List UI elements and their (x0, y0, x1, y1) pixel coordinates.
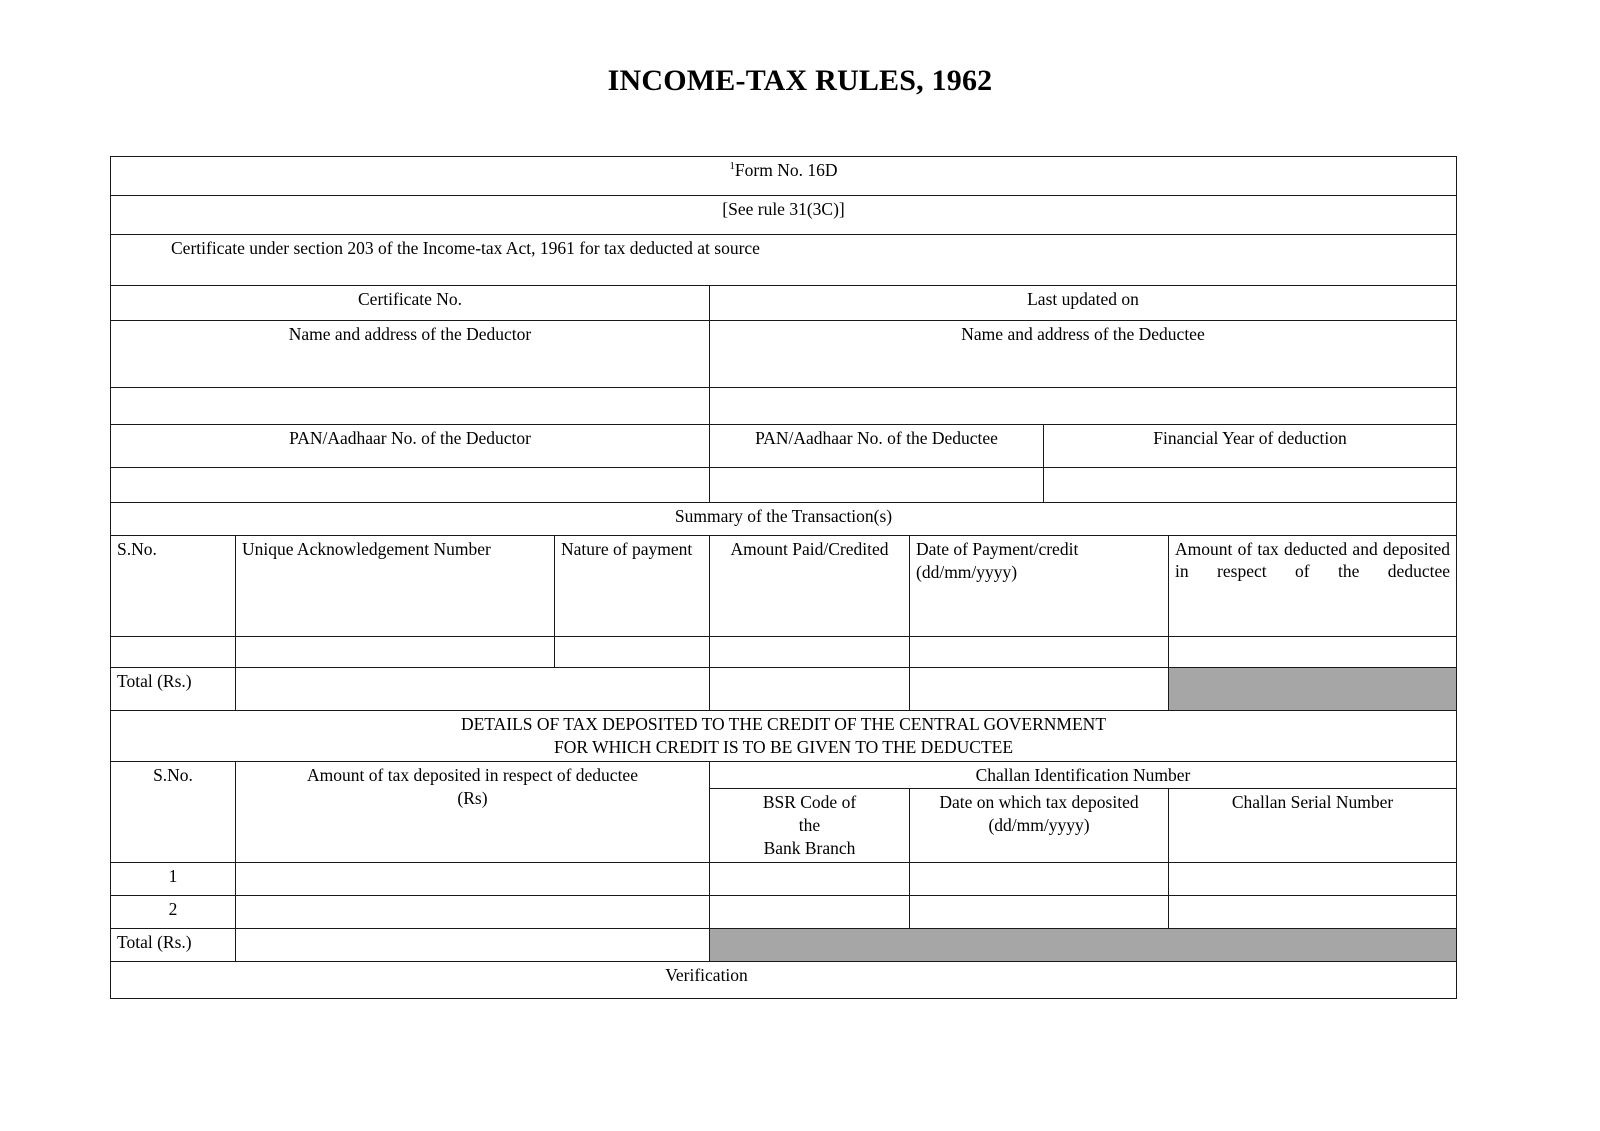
page-title: INCOME-TAX RULES, 1962 (607, 64, 993, 97)
deductee-name-address-value[interactable] (710, 388, 1457, 425)
certificate-statement-cell: Certificate under section 203 of the Income-tax Act, 1961 for tax deducted at source (111, 235, 1457, 286)
summary-col-tax-deducted: Amount of tax deducted and deposited in respect of the deductee (1169, 536, 1457, 637)
summary-col-unique-ack: Unique Acknowledgement Number (236, 536, 555, 637)
deposit-col-amount-line2: (Rs) (457, 787, 488, 808)
deposit-cell-amount[interactable] (236, 862, 710, 895)
form-number-footnote-marker: 1 (729, 160, 735, 173)
last-updated-label: Last updated on (710, 286, 1457, 321)
deposit-cell-date-deposited[interactable] (910, 862, 1169, 895)
summary-total-amount-paid[interactable] (710, 668, 910, 711)
summary-cell-tax-deducted[interactable] (1169, 637, 1457, 668)
deposit-total-row (111, 928, 1457, 961)
summary-cell-sno[interactable] (111, 637, 236, 668)
deductee-pan-label: PAN/Aadhaar No. of the Deductee (710, 425, 1044, 468)
deductor-name-address-value[interactable] (111, 388, 710, 425)
financial-year-value[interactable] (1044, 468, 1457, 503)
deposit-cell-sno: 1 (111, 862, 236, 895)
name-address-value-row (111, 388, 1457, 425)
deposit-col-sno: S.No. (111, 762, 236, 863)
summary-total-row (111, 668, 1457, 711)
form-16d-table (110, 156, 1457, 999)
pan-value-row (111, 468, 1457, 503)
verification-row (111, 961, 1457, 998)
summary-header-row (111, 536, 1457, 637)
table-row (111, 637, 1457, 668)
deductor-name-address-label: Name and address of the Deductor (111, 321, 710, 388)
certificate-header-row (111, 286, 1457, 321)
verification-label: Verification (111, 961, 1457, 998)
deposit-cell-amount[interactable] (236, 895, 710, 928)
summary-col-date-line2: (dd/mm/yyyy) (916, 561, 1018, 582)
deposit-heading-line1: DETAILS OF TAX DEPOSITED TO THE CREDIT OF THE CENTRAL GOVERNMENT (460, 714, 1107, 734)
certificate-no-label: Certificate No. (111, 286, 710, 321)
deposit-col-date-line2: (dd/mm/yyyy) (988, 815, 1090, 836)
table-row (111, 895, 1457, 928)
form-number-row (111, 157, 1457, 196)
summary-heading-row (111, 503, 1457, 536)
deposit-cell-sno: 2 (111, 895, 236, 928)
financial-year-label: Financial Year of deduction (1044, 425, 1457, 468)
summary-cell-nature-of-payment[interactable] (555, 637, 710, 668)
summary-cell-unique-ack[interactable] (236, 637, 555, 668)
summary-total-unique-ack[interactable] (236, 668, 710, 711)
deposit-heading-row (111, 711, 1457, 762)
deposit-header-row-1 (111, 762, 1457, 789)
deductee-name-address-label: Name and address of the Deductee (710, 321, 1457, 388)
deposit-col-amount-line1: Amount of tax deposited in respect of deductee (307, 765, 638, 785)
deposit-col-challan-serial: Challan Serial Number (1169, 789, 1457, 862)
deposit-cell-bsr-code[interactable] (710, 862, 910, 895)
deposit-heading (111, 711, 1457, 762)
deposit-col-date-deposited (910, 789, 1169, 862)
summary-cell-date-of-payment[interactable] (910, 637, 1169, 668)
rule-reference-row (111, 196, 1457, 235)
summary-total-label: Total (Rs.) (111, 668, 236, 711)
form-number-cell (111, 157, 1457, 196)
summary-col-amount-paid: Amount Paid/Credited (710, 536, 910, 637)
deductee-pan-value[interactable] (710, 468, 1044, 503)
deposit-total-amount[interactable] (236, 928, 710, 961)
deposit-heading-line2: FOR WHICH CREDIT IS TO BE GIVEN TO THE DEDUCTEE (553, 736, 1014, 757)
deposit-total-shaded-cell (710, 928, 1457, 961)
rule-reference-cell: [See rule 31(3C)] (111, 196, 1457, 235)
summary-heading: Summary of the Transaction(s) (111, 503, 1457, 536)
deposit-col-bsr-code (710, 789, 910, 862)
summary-total-date-of-payment[interactable] (910, 668, 1169, 711)
deposit-total-label: Total (Rs.) (111, 928, 236, 961)
deductor-pan-value[interactable] (111, 468, 710, 503)
deposit-cell-bsr-code[interactable] (710, 895, 910, 928)
deposit-col-bsr-line1: BSR Code of (762, 792, 857, 813)
summary-col-sno: S.No. (111, 536, 236, 637)
name-address-label-row (111, 321, 1457, 388)
deposit-col-bsr-line2: the (798, 815, 821, 836)
deposit-col-amount-deposited (236, 762, 710, 863)
summary-total-shaded-cell (1169, 668, 1457, 711)
summary-cell-amount-paid[interactable] (710, 637, 910, 668)
deposit-cell-challan-serial[interactable] (1169, 862, 1457, 895)
deposit-col-challan-identification-number: Challan Identification Number (710, 762, 1457, 789)
deposit-cell-date-deposited[interactable] (910, 895, 1169, 928)
form-number-label: Form No. 16D (734, 160, 838, 180)
summary-col-nature-of-payment: Nature of payment (555, 536, 710, 637)
deposit-cell-challan-serial[interactable] (1169, 895, 1457, 928)
pan-label-row (111, 425, 1457, 468)
certificate-statement-row (111, 235, 1457, 286)
summary-col-date-line1: Date of Payment/credit (916, 539, 1079, 559)
deductor-pan-label: PAN/Aadhaar No. of the Deductor (111, 425, 710, 468)
table-row (111, 862, 1457, 895)
deposit-col-bsr-line3: Bank Branch (763, 837, 856, 858)
summary-col-date-of-payment (910, 536, 1169, 637)
deposit-col-date-line1: Date on which tax deposited (939, 792, 1139, 813)
